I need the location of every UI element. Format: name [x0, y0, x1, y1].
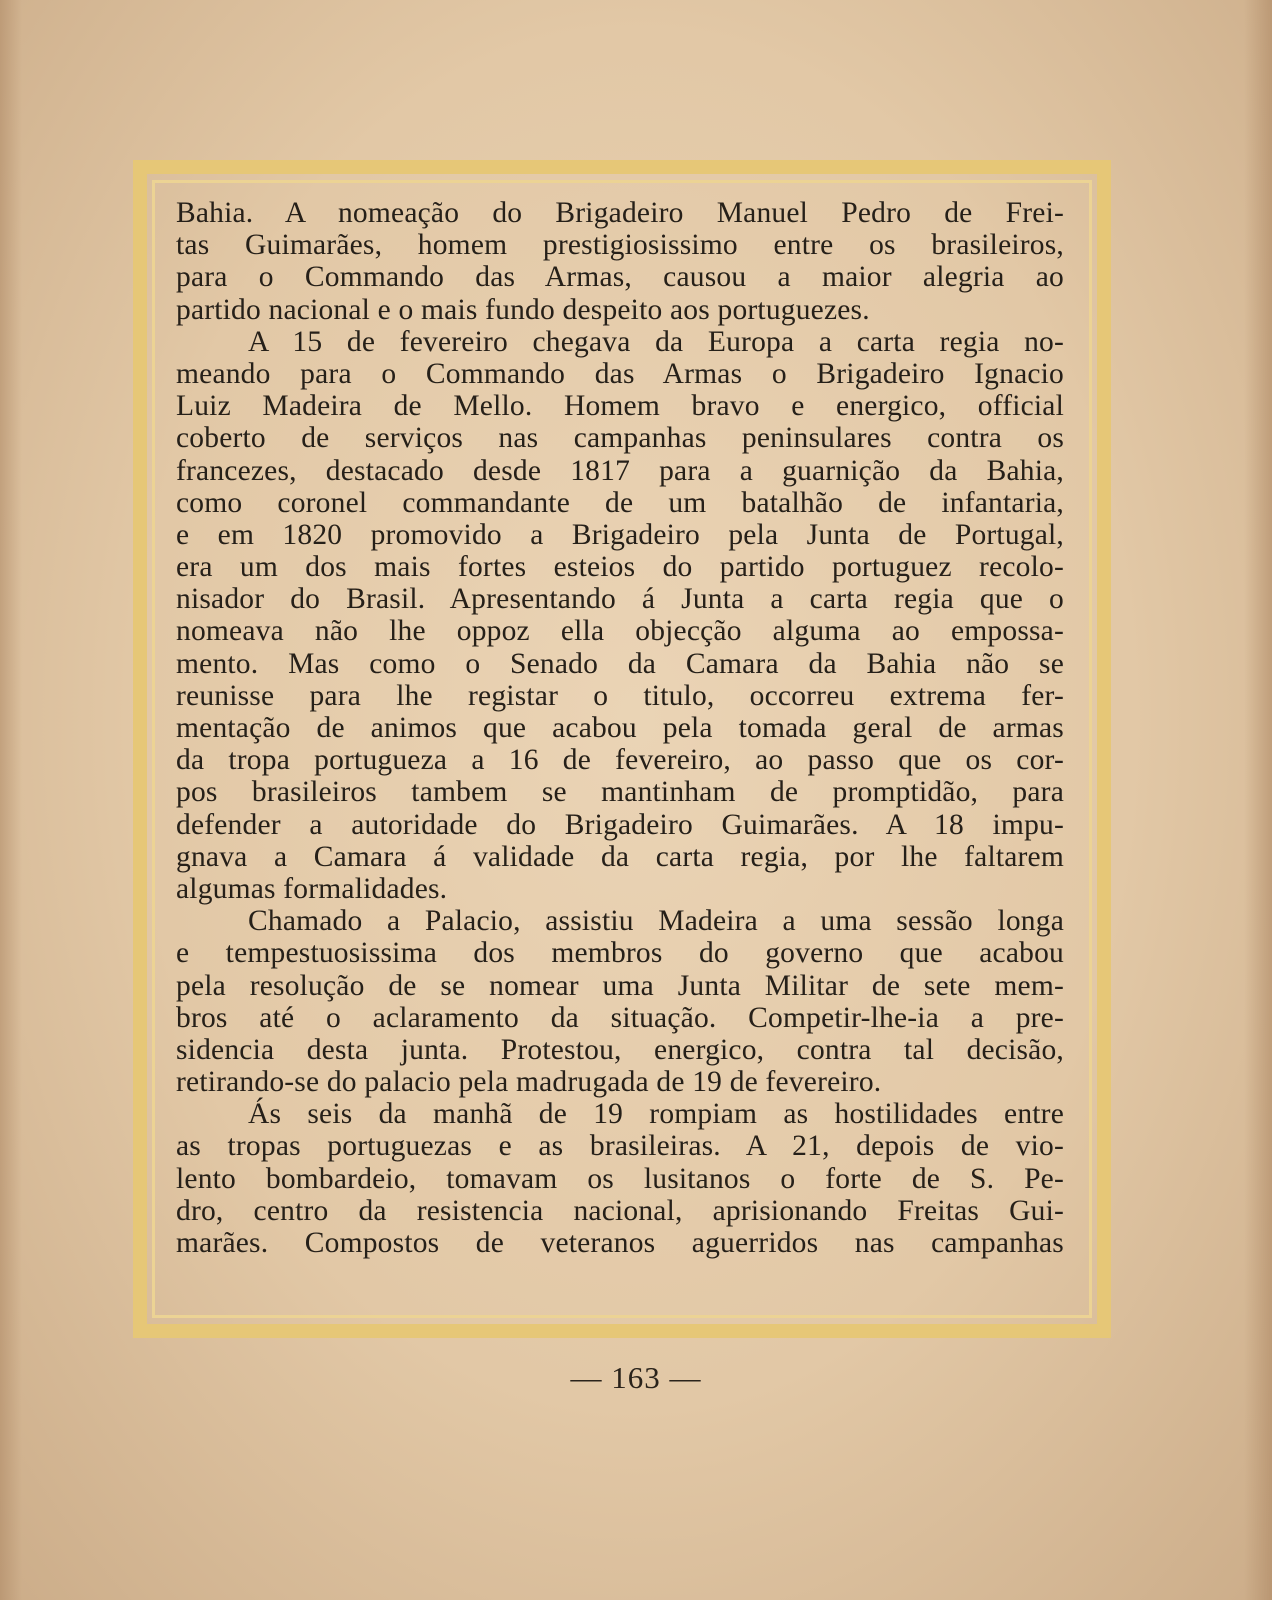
text-line: partido nacional e o mais fundo despeito aos portuguezes.: [176, 293, 870, 326]
text-line: retirando-se do palacio pela madrugada de 19 de fevereiro.: [176, 1066, 882, 1099]
page-number: — 163 —: [570, 1360, 702, 1395]
text-line: Ás seis da manhã de 19 rompiam as hostilidades entre: [248, 1098, 1064, 1131]
text-line: lento bombardeio, tomavam os lusitanos o forte de S. Pe-: [176, 1162, 1064, 1195]
text-line: sidencia desta junta. Protestou, energico, contra tal decisão,: [176, 1033, 1064, 1066]
text-line: bros até o aclaramento da situação. Competir-lhe-ia a pre-: [176, 1001, 1064, 1034]
text-line: A 15 de fevereiro chegava da Europa a carta regia no-: [248, 325, 1064, 358]
text-line: as tropas portuguezas e as brasileiras. A 21, depois de vio-: [176, 1130, 1064, 1163]
text-line: Luiz Madeira de Mello. Homem bravo e energico, official: [176, 390, 1064, 423]
text-line: da tropa portugueza a 16 de fevereiro, ao passo que os cor-: [176, 744, 1064, 777]
text-line: algumas formalidades.: [176, 872, 448, 905]
text-line: e em 1820 promovido a Brigadeiro pela Junta de Portugal,: [176, 518, 1064, 551]
text-line: Chamado a Palacio, assistiu Madeira a uma sessão longa: [248, 905, 1064, 938]
text-line: nomeava não lhe oppoz ella objecção alguma ao empossa-: [176, 615, 1064, 648]
body-text: [176, 197, 1064, 1259]
text-line: era um dos mais fortes esteios do partido portuguez recolo-: [176, 551, 1064, 584]
text-line: e tempestuosissima dos membros do governo que acabou: [176, 937, 1064, 970]
text-line: reunisse para lhe registar o titulo, occorreu extrema fer-: [176, 679, 1064, 712]
text-line: gnava a Camara á validade da carta regia, por lhe faltarem: [176, 840, 1064, 873]
text-line: mentação de animos que acabou pela tomada geral de armas: [176, 712, 1064, 744]
text-line: francezes, destacado desde 1817 para a guarnição da Bahia,: [176, 454, 1064, 487]
text-line: como coronel commandante de um batalhão de infantaria,: [176, 486, 1064, 519]
text-line: defender a autoridade do Brigadeiro Guimarães. A 18 impu-: [176, 808, 1064, 841]
text-line: mento. Mas como o Senado da Camara da Bahia não se: [176, 647, 1064, 680]
text-line: nisador do Brasil. Apresentando á Junta a carta regia que o: [176, 583, 1064, 616]
text-line: para o Commando das Armas, causou a maior alegria ao: [176, 261, 1064, 294]
text-line: meando para o Commando das Armas o Brigadeiro Ignacio: [176, 357, 1064, 390]
text-line: Bahia. A nomeação do Brigadeiro Manuel Pedro de Frei-: [176, 197, 1064, 229]
text-line: dro, centro da resistencia nacional, aprisionando Freitas Gui-: [176, 1194, 1064, 1227]
text-line: marães. Compostos de veteranos aguerridos nas campanhas: [176, 1227, 1064, 1259]
text-line: coberto de serviços nas campanhas peninsulares contra os: [176, 422, 1064, 455]
text-line: tas Guimarães, homem prestigiosissimo entre os brasileiros,: [176, 229, 1064, 262]
text-line: pela resolução de se nomear uma Junta Militar de sete mem-: [176, 969, 1064, 1002]
text-line: pos brasileiros tambem se mantinham de promptidão, para: [176, 776, 1064, 809]
